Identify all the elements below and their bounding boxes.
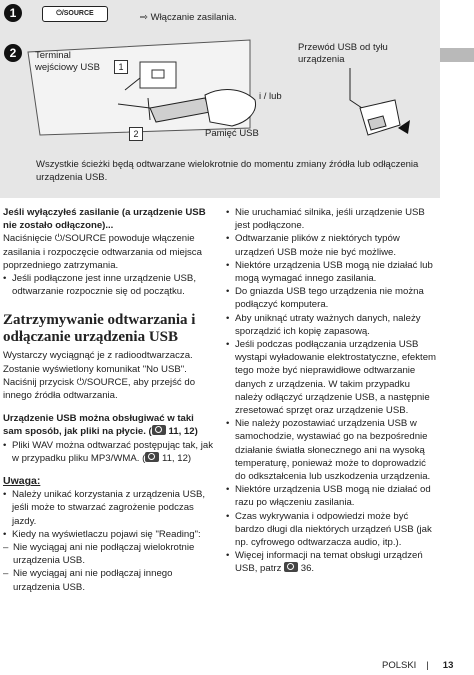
step-1-badge: 1 [4,4,22,22]
note-item-2: • Kiedy na wyświetlaczu pojawi się "Reading": [3,528,215,541]
caution-10-ref: 36. [300,563,315,575]
rear-cable-label: Przewód USB od tyłu urządzenia [298,42,388,65]
stop-heading: Zatrzymywanie odtwarzania i odłączanie urządzenia USB [3,312,196,346]
power-off-heading: Jeśli wyłączyłeś zasilanie (a urządzenie USB nie zostało odłączone)... [3,207,206,232]
source-button: ⏻/SOURCE [42,6,108,22]
caution-9: • Czas wykrywania i odpowiedzi może być bardzo długi dla niektórych urządzeń USB (jak np. cyfrowego odtwarzacza audio, itp.). [226,510,438,550]
power-off-text: Naciśnięcie ⏻/SOURCE powoduje włączenie zasilania i rozpoczęcie odtwarzania od miejsca poprzedniego zatrzymania. [3,233,202,271]
caution-3: • Niektóre urządzenia USB mogą nie działać lub mogą wymagać innego zasilania. [226,259,438,285]
caution-1: • Nie uruchamiać silnika, jeśli urządzenie USB jest podłączone. [226,206,438,232]
caution-2: • Odtwarzanie plików z niektórych typów urządzeń USB może nie być możliwe. [226,232,438,258]
or-label: i / lub [259,91,282,102]
repeat-note: Wszystkie ścieżki będą odtwarzane wielokrotnie do momentu zmiany źródła lub odłączenia urządzenia USB. [36,159,419,183]
right-column [226,206,438,576]
page-number: 13 [442,660,454,671]
note-item-2a: – Nie wyciągaj ani nie podłączaj wielokrotnie urządzenia USB. [3,541,215,567]
section-tab [440,48,474,62]
wav-ref: 11, 12) [161,452,192,464]
caution-8: • Niektóre urządzenia USB mogą nie działać od razu po włączeniu zasilania. [226,483,438,509]
operate-heading: Urządzenie USB można obsługiwać w taki sam sposób, jak pliki na płycie. ( [3,413,194,438]
note-item-2b: – Nie wyciągaj ani nie podłączaj innego urządzenia USB. [3,567,215,593]
operate-ref: 11, 12) [168,426,198,438]
caution-10: Więcej informacji na temat obsługi urządzeń USB, patrz [235,550,423,575]
callout-2: 2 [129,127,143,141]
caution-7: • Nie należy pozostawiać urządzenia USB w samochodzie, wystawiać go na bezpośrednie działanie światła słonecznego ani na wysoką temperaturę, ponieważ może to doprowadzić do odkształcenia lub uszkodzenia urządzenia. [226,417,438,483]
stop-text: Wystarczy wyciągnąć je z radioodtwarzacza. Zostanie wyświetlony komunikat "No USB". Naciśnij przycisk ⏻/SOURCE, aby przejść do innego źródła odtwarzania. [3,350,196,402]
left-column [3,206,215,594]
footer-language: POLSKI [382,660,417,671]
caution-4: • Do gniazda USB tego urządzenia nie można podłączyć komputera. [226,285,438,311]
other-usb-bullet: • Jeśli podłączone jest inne urządzenie USB, odtwarzanie rozpocznie się od początku. [3,272,215,298]
wav-bullet: Pliki WAV można odtwarzać postępując tak, jak w przypadku pliku MP3/WMA. ( [12,439,214,464]
usb-illustration [0,0,440,198]
page-footer [382,660,453,671]
power-on-label: ⇨ Włączanie zasilania. [140,12,237,23]
note-item-1: • Należy unikać korzystania z urządzenia USB, jeśli może to stwarzać zagrożenie podczas jazdy. [3,488,215,528]
usb-memory-label: Pamięć USB [205,128,259,139]
magnifier-icon [145,452,159,462]
magnifier-icon [284,562,298,572]
magnifier-icon [152,425,166,435]
callout-1: 1 [114,60,128,74]
terminal-label: Terminal wejściowy USB [35,50,100,73]
step-2-badge: 2 [4,44,22,62]
footer-separator: | [426,660,429,671]
note-heading: Uwaga: [3,475,41,488]
caution-5: • Aby uniknąć utraty ważnych danych, należy sporządzić ich kopię zapasową. [226,312,438,338]
caution-6: • Jeśli podczas podłączania urządzenia USB wystąpi wyładowanie elektrostatyczne, efektem tego może być nieprawidłowe odtwarzanie danych z urządzenia. W takim przypadku należy odłączyć urządzenie USB, a następnie zresetować sprzęt oraz urządzenie USB. [226,338,438,417]
